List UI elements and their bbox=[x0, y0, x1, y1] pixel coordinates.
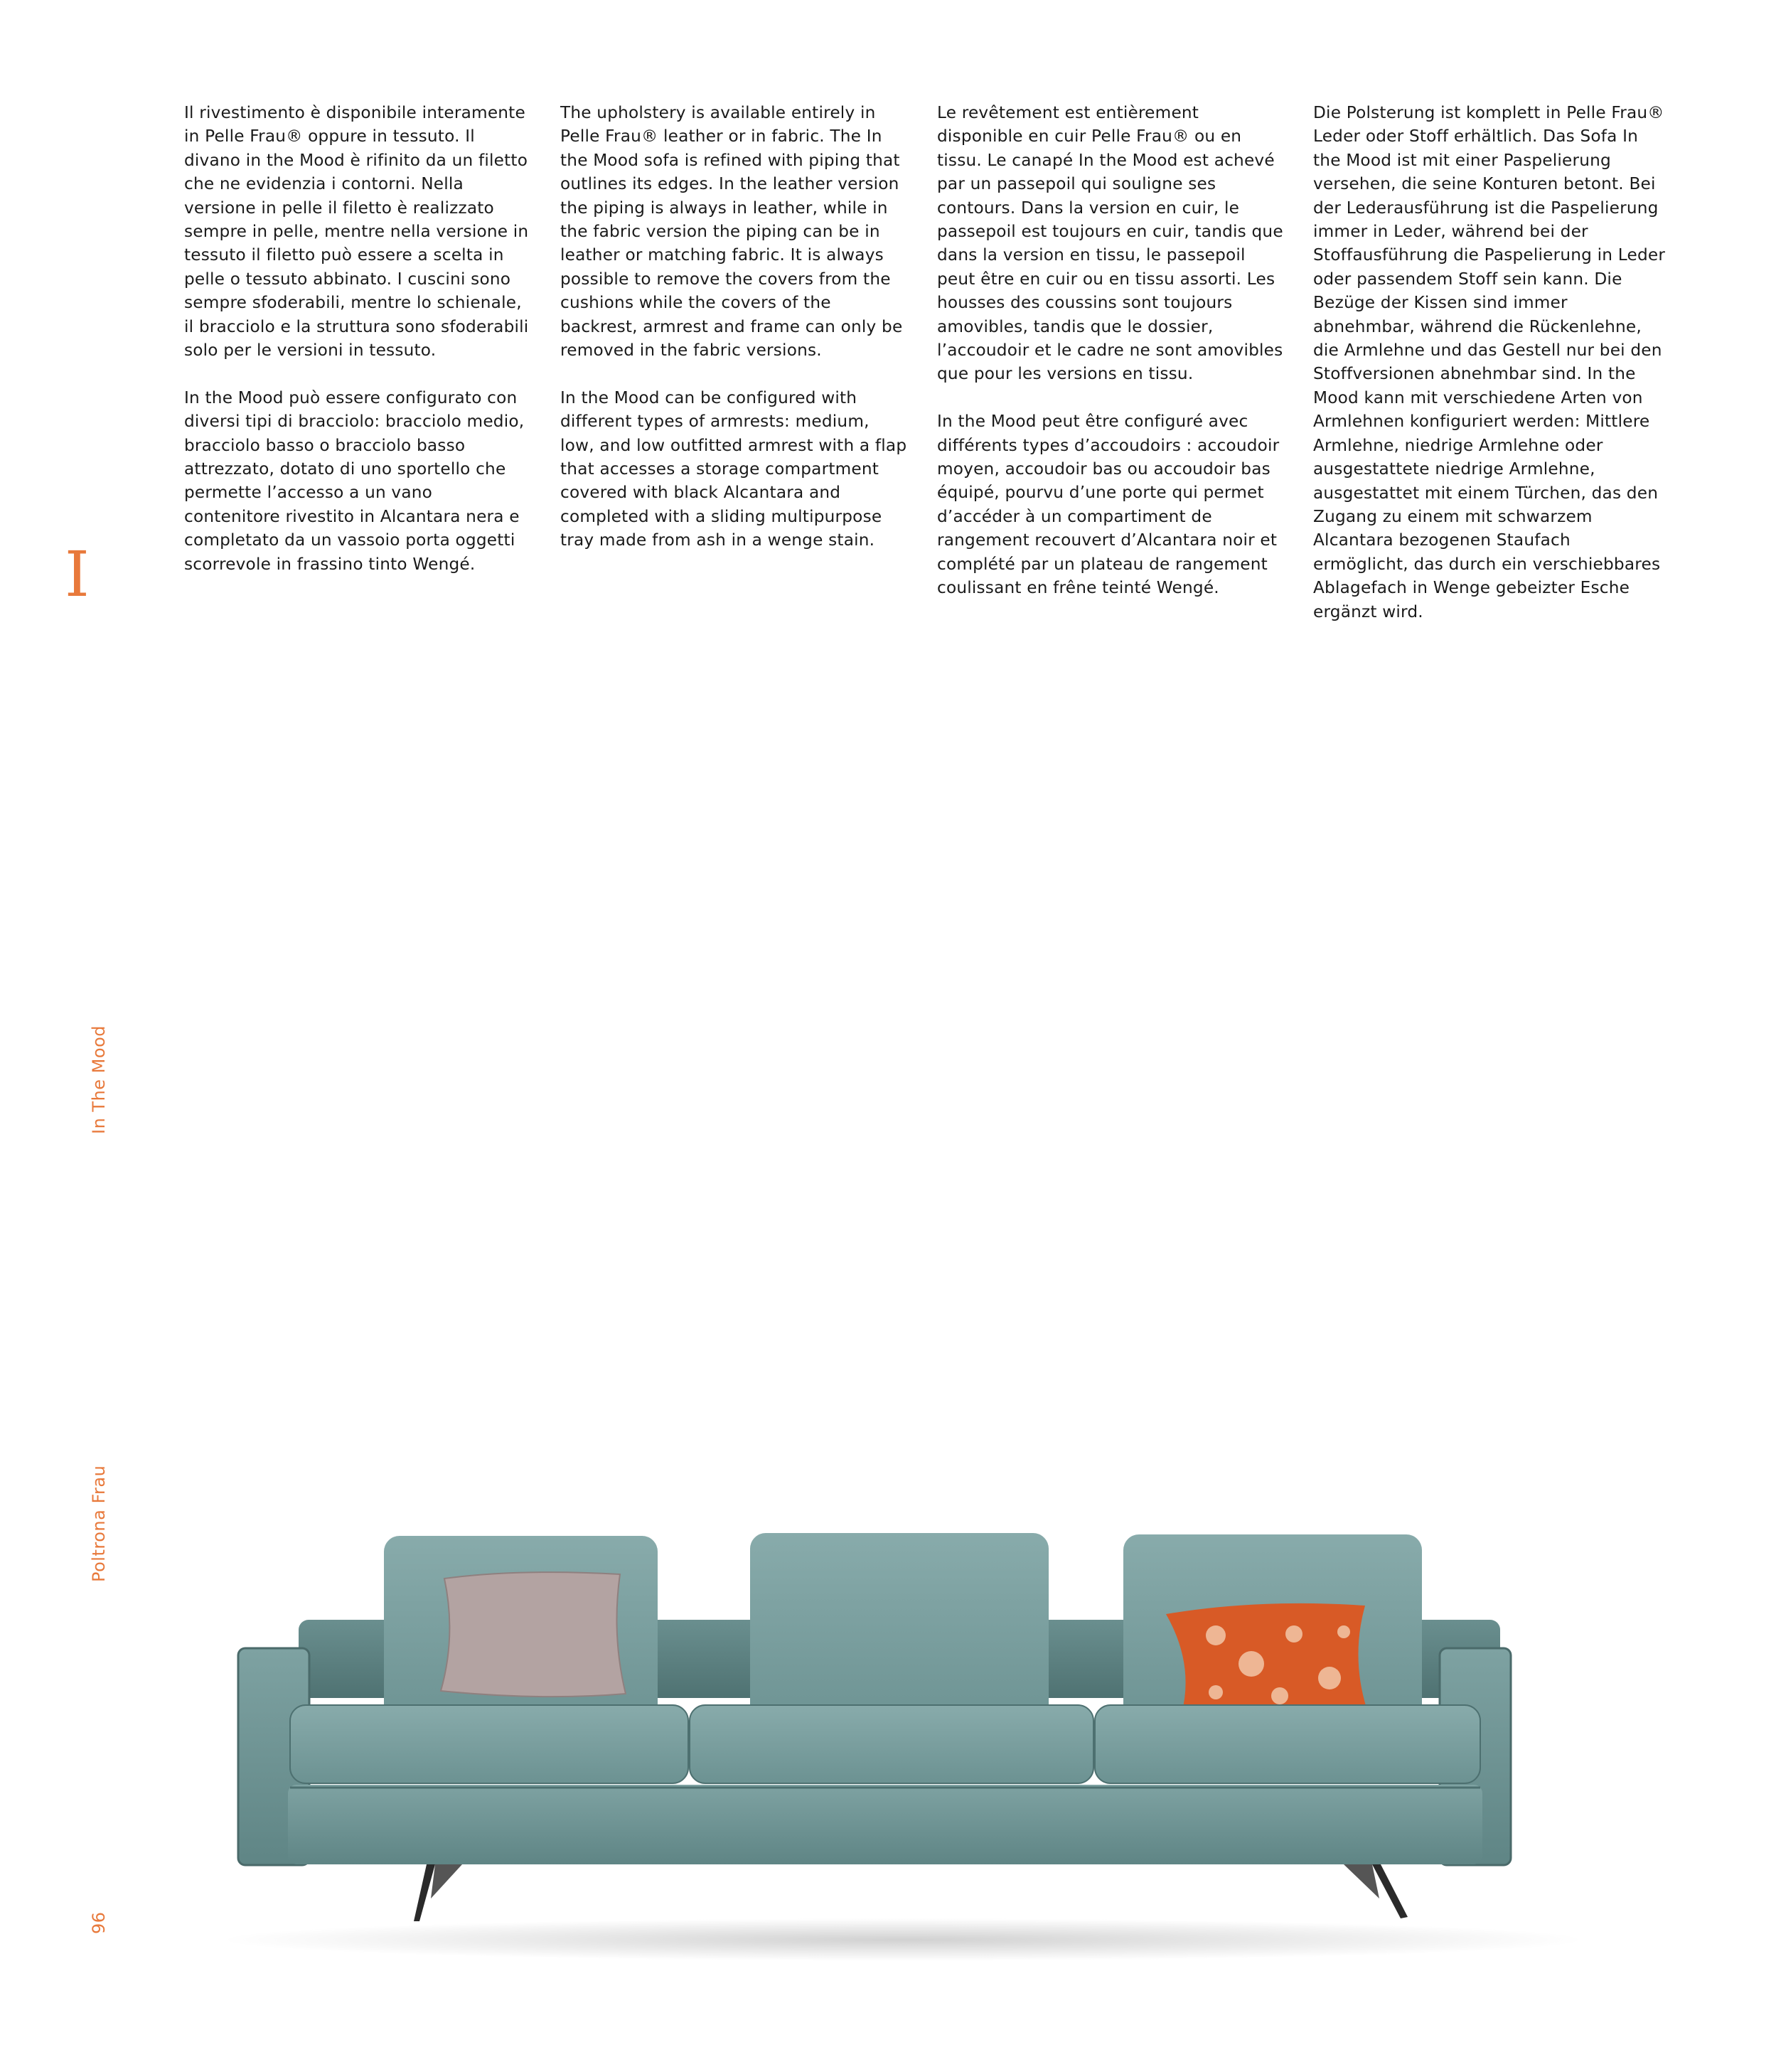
language-marker: I bbox=[65, 538, 90, 611]
brand-label: Poltrona Frau bbox=[89, 1465, 109, 1582]
french-paragraph-2: In the Mood peut être configuré avec différents types d’accoudoirs : accoudoir moyen, accoudoir bas ou accoudoir bas équipé, pourvu d’une porte qui permet d’accéder à un compartiment de rangement recouvert d’Alcantara noir et complété par un plateau de rangement coulissant en frêne teinté Wengé. bbox=[937, 412, 1280, 598]
italian-paragraph-2: In the Mood può essere configurato con diversi tipi di bracciolo: bracciolo medio, bracciolo basso o bracciolo basso attrezzato, dotato di uno sportello che permette l’accesso a un vano contenitore rivestito in Alcantara nera e completato da un vassoio porta oggetti scorrevole in frassino tinto Wengé. bbox=[184, 388, 525, 574]
page-number: 96 bbox=[89, 1911, 109, 1934]
english-paragraph-1: The upholstery is available entirely in Pelle Frau® leather or in fabric. The In the Mood sofa is refined with piping that outlines its edges. In the leather version the piping is always in leather, while in the fabric version the piping can be in leather or matching fabric. It is always possible to remove the covers from the cushions while the covers of the backrest, armrest and frame can only be removed in the fabric versions. bbox=[560, 103, 903, 361]
german-paragraph-1: Die Polsterung ist komplett in Pelle Frau® Leder oder Stoff erhältlich. Das Sofa In the Mood ist mit einer Paspelierung versehen, die seine Konturen betont. Bei der Lederausführung ist die Paspelierung immer in Leder, während bei der Stoffausführung die Paspelierung in Leder oder passendem Stoff sein kann. Die Bezüge der Kissen sind immer abnehmbar, während die Rückenlehne, die Armlehne und das Gestell nur bei den Stoffversionen abnehmbar sind. In the Mood kann mit verschiedene Arten von Armlehnen konfiguriert werden: Mittlere Armlehne, niedrige Armlehne oder ausgestattete niedrige Armlehne, ausgestattet mit einem Türchen, das den Zugang zu einem mit schwarzem Alcantara bezogenen Staufach ermöglicht, das durch ein verschiebbares Ablagefach in Wenge gebeizter Esche ergänzt wird. bbox=[1313, 103, 1666, 621]
english-paragraph-2: In the Mood can be configured with different types of armrests: medium, low, and low outfitted armrest with a flap that accesses a storage compartment covered with black Alcantara and completed with a sliding multipurpose tray made from ash in a wenge stain. bbox=[560, 388, 907, 550]
sofa-shadow bbox=[220, 1918, 1585, 1961]
italian-paragraph-1: Il rivestimento è disponibile interamente in Pelle Frau® oppure in tessuto. Il divano in the Mood è rifinito da un filetto che ne evidenzia i contorni. Nella versione in pelle il filetto è realizzato sempre in pelle, mentre nella versione in tessuto il filetto può essere a scelta in pelle o tessuto abbinato. I cuscini sono sempre sfoderabili, mentre lo schienale, il bracciolo e la struttura sono sfoderabili solo per le versioni in tessuto. bbox=[184, 103, 529, 361]
french-paragraph-1: Le revêtement est entièrement disponible en cuir Pelle Frau® ou en tissu. Le canapé In the Mood est achevé par un passepoil qui souligne ses contours. Dans la version en cuir, le passepoil est toujours en cuir, tandis que dans la version en tissu, le passepoil peut être en cuir ou en tissu assorti. Les housses des coussins sont toujours amovibles, tandis que le dossier, l’accoudoir et le cadre ne sont amovibles que pour les versions en tissu. bbox=[937, 103, 1283, 384]
text-column-german bbox=[1313, 101, 1669, 624]
seat-cushion-left bbox=[290, 1705, 688, 1783]
sofa-base bbox=[288, 1785, 1482, 1864]
text-column-french bbox=[937, 101, 1285, 600]
collection-label: In The Mood bbox=[89, 1025, 109, 1134]
seat-cushion-right bbox=[1095, 1705, 1480, 1783]
pillow-pink bbox=[441, 1572, 626, 1697]
back-cushion-center bbox=[750, 1533, 1049, 1734]
seat-cushion-center bbox=[690, 1705, 1093, 1783]
text-column-english bbox=[560, 101, 909, 552]
sofa-image bbox=[206, 1515, 1600, 1962]
text-column-italian bbox=[184, 101, 533, 576]
pillow-orange bbox=[1166, 1603, 1366, 1715]
